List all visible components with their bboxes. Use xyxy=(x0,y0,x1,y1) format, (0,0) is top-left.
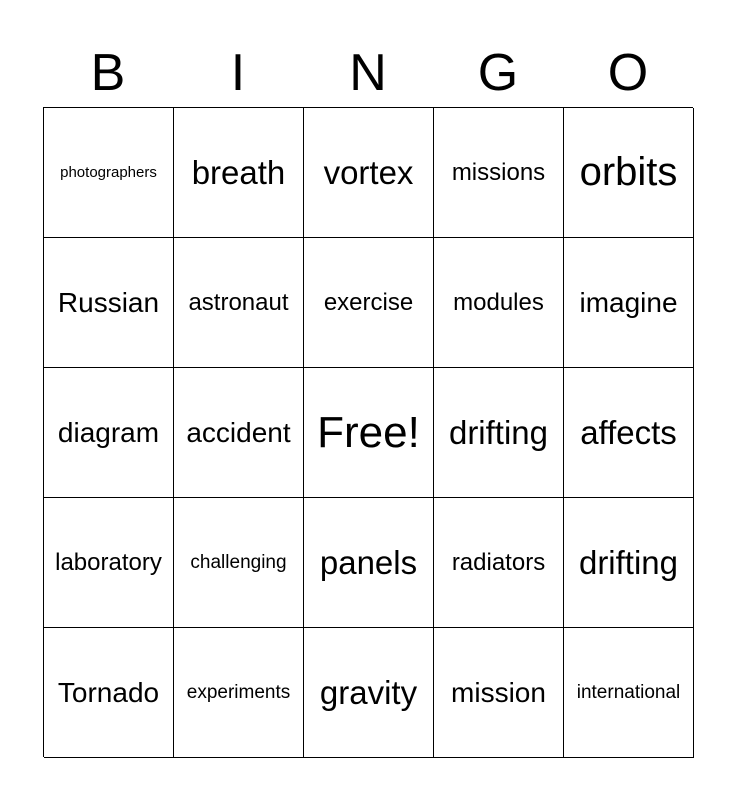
bingo-cell[interactable]: astronaut xyxy=(174,238,304,368)
bingo-cell[interactable]: panels xyxy=(304,498,434,628)
bingo-cell[interactable]: international xyxy=(564,628,694,758)
bingo-cell[interactable]: exercise xyxy=(304,238,434,368)
header-letter-g: G xyxy=(477,44,519,102)
bingo-free-cell[interactable]: Free! xyxy=(304,368,434,498)
bingo-cell[interactable]: radiators xyxy=(434,498,564,628)
bingo-cell[interactable]: accident xyxy=(174,368,304,498)
bingo-card-grid xyxy=(43,107,693,757)
bingo-cell[interactable]: laboratory xyxy=(44,498,174,628)
bingo-cell[interactable]: modules xyxy=(434,238,564,368)
header-letter-b: B xyxy=(90,44,126,102)
header-letter-i: I xyxy=(230,44,246,102)
bingo-cell[interactable]: experiments xyxy=(174,628,304,758)
bingo-cell[interactable]: orbits xyxy=(564,108,694,238)
bingo-cell[interactable]: mission xyxy=(434,628,564,758)
bingo-header xyxy=(43,40,693,106)
bingo-cell[interactable]: diagram xyxy=(44,368,174,498)
header-letter-o: O xyxy=(607,44,649,102)
bingo-cell[interactable]: imagine xyxy=(564,238,694,368)
bingo-cell[interactable]: photographers xyxy=(44,108,174,238)
bingo-cell[interactable]: Russian xyxy=(44,238,174,368)
header-letter-n: N xyxy=(349,44,387,102)
bingo-cell[interactable]: vortex xyxy=(304,108,434,238)
bingo-cell[interactable]: affects xyxy=(564,368,694,498)
bingo-cell[interactable]: gravity xyxy=(304,628,434,758)
bingo-cell[interactable]: missions xyxy=(434,108,564,238)
bingo-cell[interactable]: Tornado xyxy=(44,628,174,758)
bingo-cell[interactable]: drifting xyxy=(434,368,564,498)
bingo-cell[interactable]: drifting xyxy=(564,498,694,628)
bingo-cell[interactable]: challenging xyxy=(174,498,304,628)
bingo-cell[interactable]: breath xyxy=(174,108,304,238)
